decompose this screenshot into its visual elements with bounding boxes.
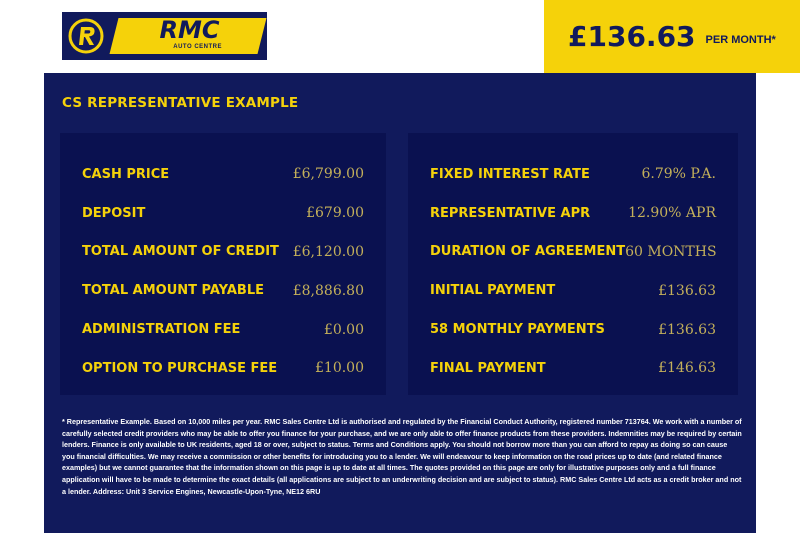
finance-row xyxy=(60,155,386,194)
finance-row-value: £679.00 xyxy=(306,205,364,222)
monthly-price-banner xyxy=(544,0,800,73)
logo xyxy=(62,12,267,60)
finance-row-value: £6,120.00 xyxy=(292,243,364,260)
finance-row xyxy=(60,194,386,233)
finance-row xyxy=(408,233,738,272)
finance-row-label: DEPOSIT xyxy=(82,205,146,221)
finance-row-value: 60 MONTHS xyxy=(625,243,717,260)
finance-row xyxy=(408,310,738,349)
finance-row xyxy=(408,194,738,233)
finance-row-label: INITIAL PAYMENT xyxy=(430,283,556,299)
finance-table-left xyxy=(60,133,386,395)
finance-row-label: TOTAL AMOUNT OF CREDIT xyxy=(82,244,279,260)
finance-row xyxy=(408,349,738,388)
finance-row-value: £136.63 xyxy=(658,321,716,338)
finance-row-value: £6,799.00 xyxy=(292,166,364,183)
logo-brand: RMC xyxy=(159,16,220,44)
finance-row-value: £10.00 xyxy=(315,360,364,377)
disclaimer-text: * Representative Example. Based on 10,000 miles per year. RMC Sales Centre Ltd is authorised and regulated by the Financial Conduct Authority, registered number 713764. We work with a number of carefully selected credit providers who may be able to offer you finance for your purchase, and we are only able to offer finance products from these providers. Indemnities may be required by certain lenders. Finance is only available to UK residents, aged 18 or over, subject to status. Terms and Conditions apply. You should not borrow more than you can afford to repay as doing so can cause you financial difficulties. We may receive a commission or other benefits for introducing you to a lender. We will endeavour to keep information on the road prices up to date (and related finance examples) but we cannot guarantee that the information shown on this page is up to date at all times. The quotes provided on this page are only for illustrative purposes only and a full finance application will have to be made to determine the exact details (all applications are subject to an underwriting decision and are subject to status). RMC Sales Centre Ltd acts as a credit broker and not a lender. Address: Unit 3 Service Engines, Newcastle-Upon-Tyne, NE12 6RU xyxy=(62,417,742,496)
finance-row-label: OPTION TO PURCHASE FEE xyxy=(82,360,278,376)
finance-row xyxy=(60,310,386,349)
finance-row xyxy=(60,349,386,388)
finance-row-label: REPRESENTATIVE APR xyxy=(430,205,591,221)
finance-row-label: TOTAL AMOUNT PAYABLE xyxy=(82,283,264,299)
finance-row-value: £8,886.80 xyxy=(292,282,364,299)
monthly-price-suffix: PER MONTH* xyxy=(705,33,776,46)
finance-row xyxy=(408,271,738,310)
finance-row-label: FIXED INTEREST RATE xyxy=(430,166,590,182)
finance-example-panel xyxy=(44,73,756,533)
finance-row-label: ADMINISTRATION FEE xyxy=(82,322,241,338)
finance-row-label: CASH PRICE xyxy=(82,166,170,182)
finance-row-label: 58 MONTHLY PAYMENTS xyxy=(430,322,605,338)
finance-row xyxy=(408,155,738,194)
finance-row-value: £146.63 xyxy=(658,360,716,377)
logo-wordmark xyxy=(110,18,267,54)
finance-table-right xyxy=(408,133,738,395)
finance-row xyxy=(60,233,386,272)
logo-sub: AUTO CENTRE xyxy=(173,44,222,50)
section-title: CS REPRESENTATIVE EXAMPLE xyxy=(62,95,299,111)
finance-row-value: 6.79% P.A. xyxy=(641,166,716,183)
finance-row-label: DURATION OF AGREEMENT xyxy=(430,244,626,260)
rmc-logo-r-icon xyxy=(62,12,110,60)
finance-row-value: £136.63 xyxy=(658,282,716,299)
finance-row-label: FINAL PAYMENT xyxy=(430,360,546,376)
monthly-price: £136.63 xyxy=(568,20,696,53)
finance-row-value: £0.00 xyxy=(323,321,364,338)
finance-row xyxy=(60,271,386,310)
finance-row-value: 12.90% APR xyxy=(628,205,716,222)
